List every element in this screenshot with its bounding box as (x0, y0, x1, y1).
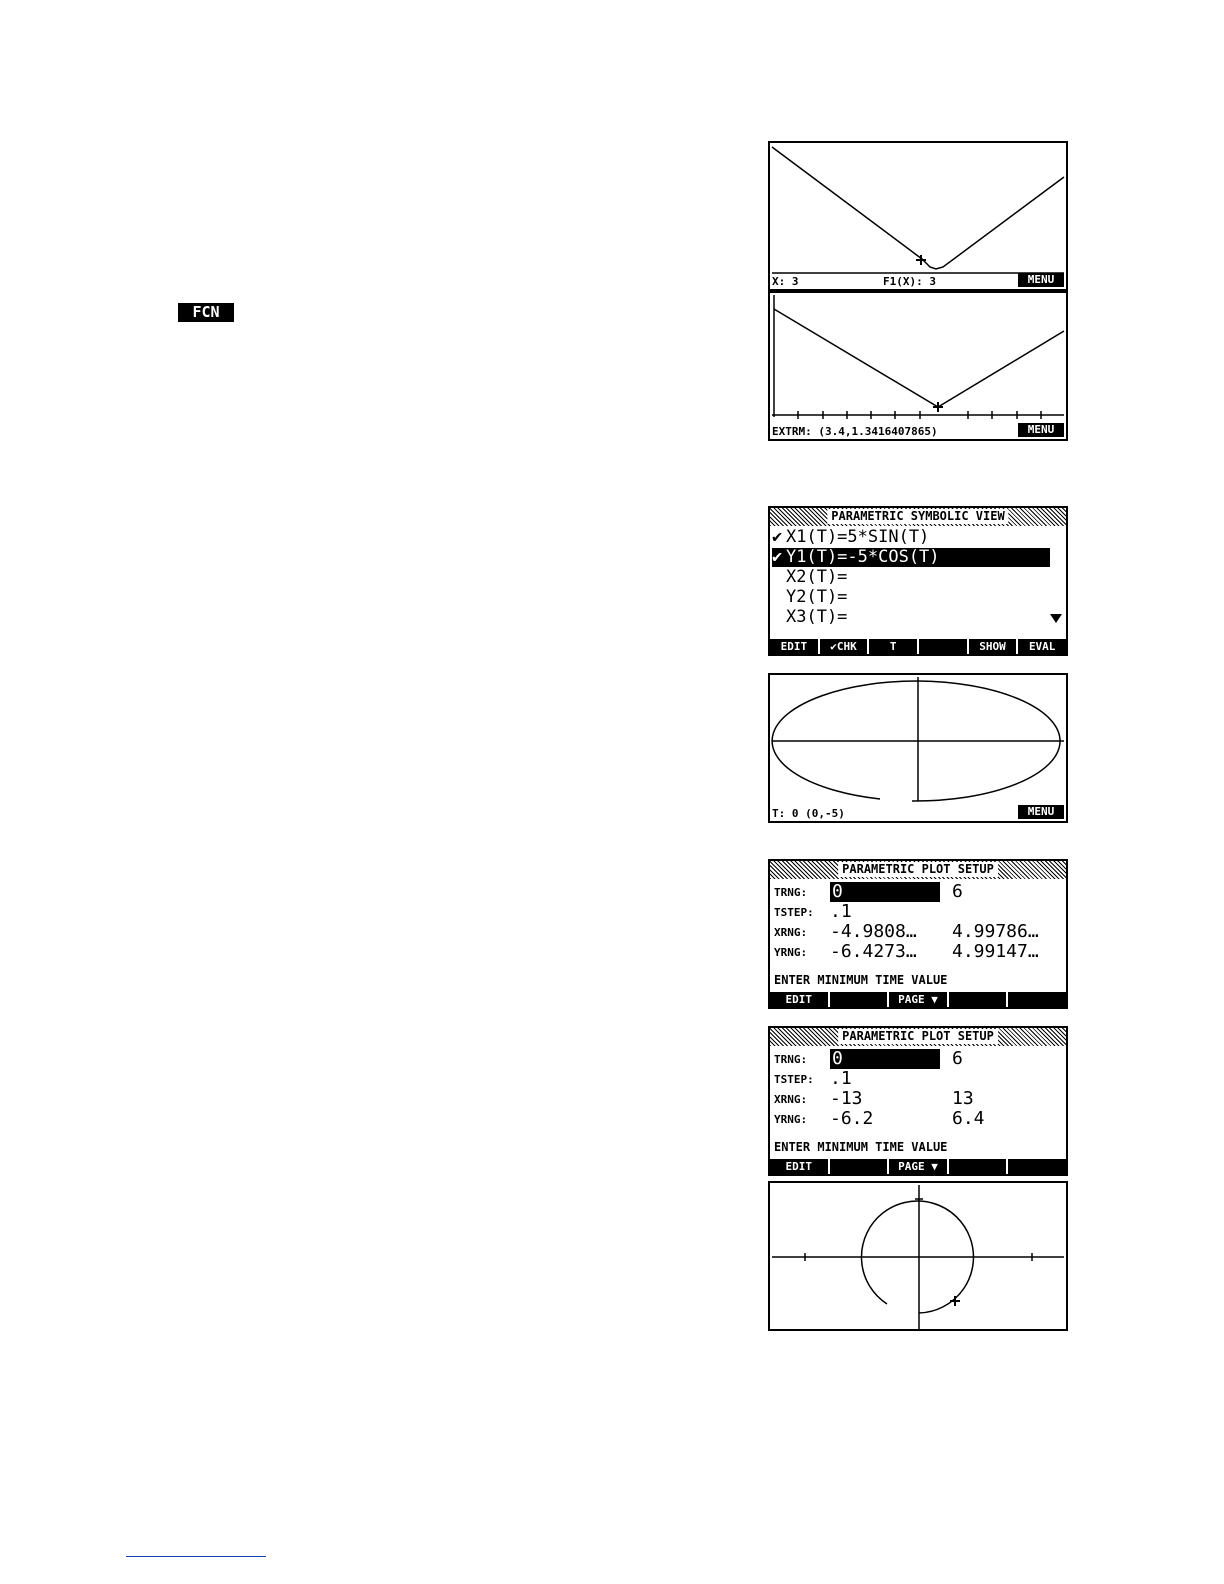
softkey-blank[interactable] (1008, 992, 1066, 1007)
field-label: YRNG: (774, 1113, 808, 1126)
title-bar (770, 508, 1066, 526)
softkey-edit[interactable]: EDIT (770, 1159, 828, 1174)
expression-text: Y2(T)= (786, 587, 848, 607)
screen-extremum (768, 291, 1068, 441)
screen-title: PARAMETRIC SYMBOLIC VIEW (827, 509, 1008, 524)
crosshair-cursor-icon (950, 1296, 960, 1306)
fcn-key-glyph: FCN (178, 303, 234, 322)
softkey-blank[interactable] (949, 1159, 1007, 1174)
field-label: TSTEP: (774, 906, 814, 919)
x-value-label: X: 3 (772, 275, 799, 288)
softkey-page[interactable]: PAGE ▼ (889, 1159, 947, 1174)
screen-parametric-circle (768, 1181, 1068, 1331)
yrng-max-field[interactable]: 4.99147… (952, 941, 1039, 962)
expression-y2[interactable] (772, 588, 847, 607)
screen-title: PARAMETRIC PLOT SETUP (838, 862, 998, 877)
xrng-min-field[interactable]: -4.9808… (830, 921, 917, 942)
softkey-chk[interactable]: ✔CHK (820, 639, 868, 654)
softkey-blank[interactable] (949, 992, 1007, 1007)
yrng-max-field[interactable]: 6.4 (952, 1108, 985, 1129)
screen-plot-setup-1 (768, 859, 1068, 1009)
trace-readout: T: 0 (0,-5) (772, 807, 845, 820)
expression-text: X1(T)=5*SIN(T) (786, 527, 930, 547)
screen-title: PARAMETRIC PLOT SETUP (838, 1029, 998, 1044)
field-label: TSTEP: (774, 1073, 814, 1086)
screen-parametric-symbolic (768, 506, 1068, 656)
field-label: YRNG: (774, 946, 808, 959)
down-arrow-icon (1050, 614, 1062, 623)
crosshair-cursor-icon (933, 402, 943, 412)
menu-button[interactable]: MENU (1018, 805, 1064, 819)
title-bar (770, 1028, 1066, 1046)
softkey-bar (770, 992, 1066, 1007)
expression-x2[interactable] (772, 568, 847, 587)
field-label: TRNG: (774, 886, 808, 899)
expression-x3[interactable] (772, 608, 847, 627)
prompt-text: ENTER MINIMUM TIME VALUE (774, 1140, 948, 1154)
prompt-text: ENTER MINIMUM TIME VALUE (774, 973, 948, 987)
ellipse-plot (770, 675, 1066, 821)
extremum-readout: EXTRM: (3.4,1.3416407865) (772, 425, 938, 438)
tstep-field[interactable]: .1 (830, 1068, 852, 1089)
screen-parametric-ellipse (768, 673, 1068, 823)
softkey-blank[interactable] (830, 1159, 888, 1174)
softkey-edit[interactable]: EDIT (770, 992, 828, 1007)
softkey-bar (770, 639, 1066, 654)
softkey-edit[interactable]: EDIT (770, 639, 818, 654)
trng-min-field[interactable]: 0 (830, 1049, 940, 1069)
menu-button[interactable]: MENU (1018, 423, 1064, 437)
xrng-min-field[interactable]: -13 (830, 1088, 863, 1109)
field-label: TRNG: (774, 1053, 808, 1066)
function-plot (770, 143, 1066, 289)
expression-text: Y1(T)=-5*COS(T) (786, 547, 940, 567)
field-label: XRNG: (774, 926, 808, 939)
fx-value-label: F1(X): 3 (883, 275, 936, 288)
tstep-field[interactable]: .1 (830, 901, 852, 922)
trng-max-field[interactable]: 6 (952, 1048, 963, 1069)
expression-text: X3(T)= (786, 607, 848, 627)
screen-plot-setup-2 (768, 1026, 1068, 1176)
check-icon: ✔ (772, 547, 783, 567)
softkey-eval[interactable]: EVAL (1018, 639, 1066, 654)
yrng-min-field[interactable]: -6.4273… (830, 941, 917, 962)
expression-text: X2(T)= (786, 567, 848, 587)
field-label: XRNG: (774, 1093, 808, 1106)
yrng-min-field[interactable]: -6.2 (830, 1108, 874, 1129)
expression-x1[interactable] (772, 528, 929, 547)
softkey-show[interactable]: SHOW (969, 639, 1017, 654)
screen-function-trace (768, 141, 1068, 291)
softkey-blank[interactable] (1008, 1159, 1066, 1174)
circle-plot (770, 1183, 1066, 1329)
softkey-blank[interactable] (919, 639, 967, 654)
xrng-max-field[interactable]: 4.99786… (952, 921, 1039, 942)
softkey-bar (770, 1159, 1066, 1174)
softkey-t[interactable]: T (869, 639, 917, 654)
expression-y1[interactable] (772, 548, 1050, 567)
title-bar (770, 861, 1066, 879)
xrng-max-field[interactable]: 13 (952, 1088, 974, 1109)
menu-button[interactable]: MENU (1018, 273, 1064, 287)
function-curve (774, 309, 1064, 407)
footnote-rule (126, 1556, 266, 1557)
function-curve (772, 147, 1064, 269)
trng-min-field[interactable]: 0 (830, 882, 940, 902)
extremum-plot (770, 293, 1066, 439)
trng-max-field[interactable]: 6 (952, 881, 963, 902)
softkey-blank[interactable] (830, 992, 888, 1007)
softkey-page[interactable]: PAGE ▼ (889, 992, 947, 1007)
check-icon: ✔ (772, 527, 783, 547)
